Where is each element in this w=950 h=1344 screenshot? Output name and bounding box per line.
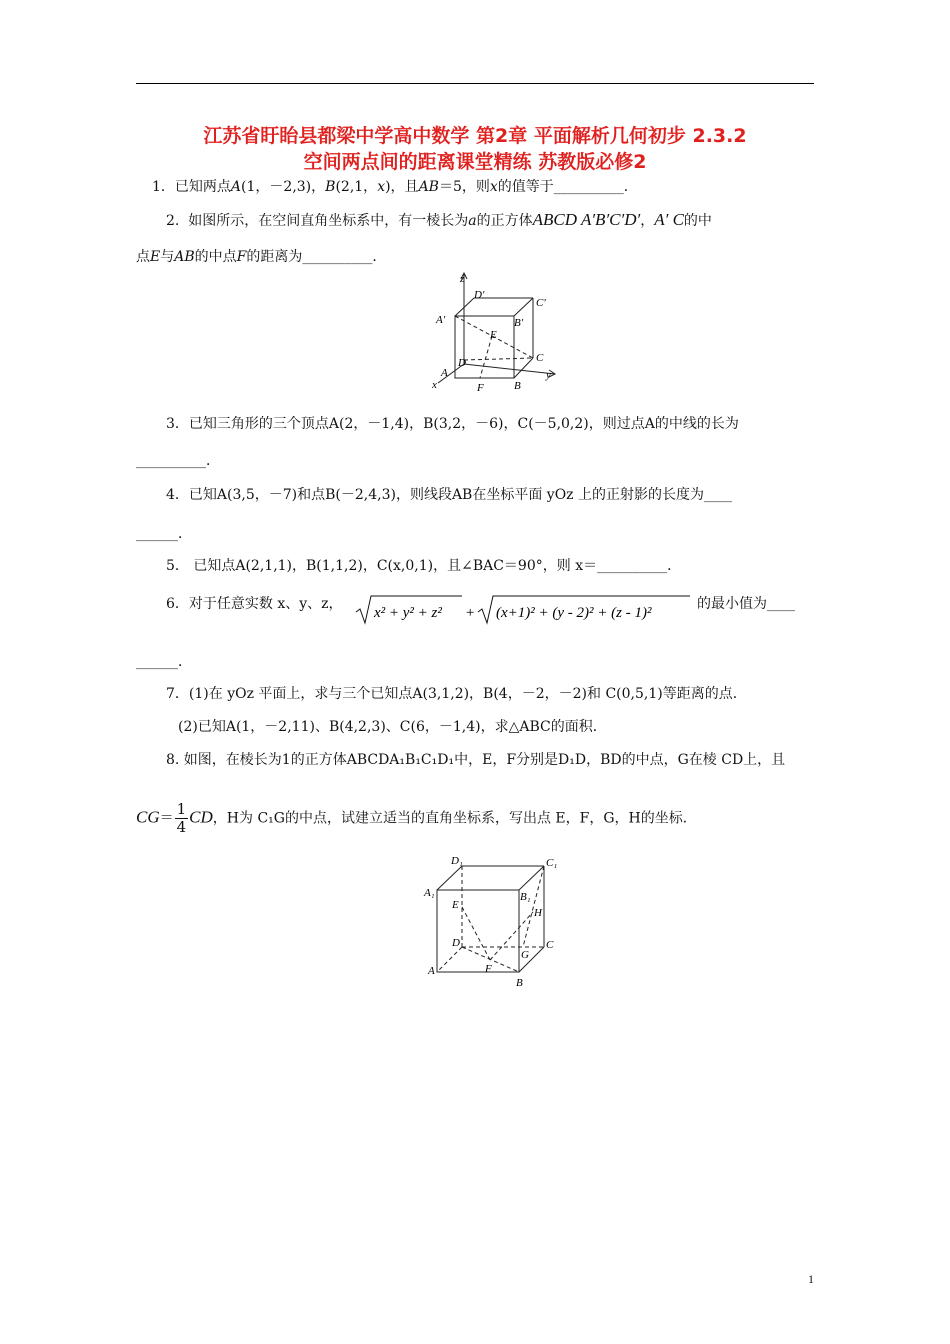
q2-cube-name: ABCD A′B′C′D′ (532, 210, 641, 229)
label-c: C (546, 939, 554, 951)
q8-text: ，H为 C₁G的中点，试建立适当的直角坐标系，写出点 E，F，G，H的坐标． (212, 810, 697, 827)
q2-text2: 的正方体 (476, 213, 533, 229)
label-f: F (485, 963, 492, 975)
cube-figure-1 (420, 268, 570, 396)
q2-text4: 点 (136, 249, 150, 265)
label-c1: C₁ (546, 857, 558, 869)
axis-x-label: x (432, 379, 437, 391)
q2-text5: 与 (160, 249, 175, 265)
q2-segment: A′ C (654, 210, 684, 229)
label-d1: D₁ (451, 855, 463, 867)
q2-point-e: E (150, 249, 161, 265)
question-7-part2: (2)已知A(1，－2,11)、B(4,2,3)、C(6，－1,4)，求△ABC的面积． (178, 719, 607, 735)
label-b: B (514, 380, 521, 392)
question-4-line1: 4．已知A(3,5，－7)和点B(－2,4,3)，则线段AB在坐标平面 yOz 上的正射影的长度为____ (166, 487, 733, 503)
q2-text6: 的中点 (194, 249, 237, 265)
label-h: H (534, 907, 542, 919)
q2-text: 如图所示，在空间直角坐标系中，有一棱长为 (188, 213, 469, 229)
label-c-prime: C′ (536, 297, 546, 309)
label-a: A (428, 965, 435, 977)
label-a-prime: A′ (436, 314, 446, 326)
q2-text3: 的中 (683, 213, 712, 229)
q2-number: 2. (166, 213, 180, 229)
q8-fraction-denominator: 4 (176, 818, 187, 836)
q6-plus: + (465, 605, 476, 621)
question-6-blank: 的最小值为____ (697, 596, 795, 612)
question-5: 5． 已知点A(2,1,1)，B(1,1,2)，C(x,0,1)，且∠BAC＝90°，则 x＝__________． (166, 558, 682, 574)
question-3-line1: 3．已知三角形的三个顶点A(2，－1,4)，B(3,2，－6)，C(－5,0,2)，则过点A的中线的长为 (166, 416, 739, 432)
page-title-line2: 空间两点间的距离课堂精练 苏教版必修2 (303, 151, 647, 173)
label-e: E (490, 329, 497, 341)
question-6-expression (354, 592, 694, 628)
question-2-line2 (136, 248, 386, 266)
q1-var-x2: x (489, 179, 498, 195)
question-7-part1: 7．(1)在 yOz 平面上，求与三个已知点A(3,1,2)，B(4，－2，－2)和 C(0,5,1)等距离的点． (166, 686, 747, 702)
q8-fraction (175, 801, 189, 836)
label-d-prime: D′ (474, 289, 485, 301)
page-number: 1 (808, 1272, 814, 1286)
cube-figure-2 (422, 852, 572, 992)
label-d: D (458, 357, 466, 369)
q8-fraction-numerator: 1 (176, 800, 187, 818)
q1-coords-b: (2,1， (335, 179, 378, 195)
page-title-line1: 江苏省盱眙县都梁中学高中数学 第2章 平面解析几何初步 2.3.2 (203, 125, 747, 147)
question-1 (152, 178, 638, 196)
q8-segment-cg: CG (136, 807, 160, 827)
q8-segment-cd: CD (189, 807, 213, 827)
question-8-line1: 8. 如图，在棱长为1的正方体ABCDA₁B₁C₁D₁中，E，F分别是D₁D，BD的中点，G在棱 CD上，且 (166, 752, 786, 768)
q2-point-f: F (236, 249, 247, 265)
axis-y-label: y (546, 369, 551, 381)
q1-coords-a: (1，－2,3)， (241, 179, 326, 195)
label-g: G (521, 949, 529, 961)
question-8-line2 (136, 801, 697, 836)
label-b1: B₁ (520, 891, 531, 903)
label-d: D (452, 937, 460, 949)
q1-text: 已知两点 (174, 179, 231, 195)
header-rule (136, 83, 814, 84)
q2-segment-ab: AB (174, 249, 195, 265)
q6-radicand-1: x² + y² + z² (374, 605, 442, 621)
q8-equals: ＝ (159, 810, 174, 827)
q1-point-a: A (230, 179, 242, 195)
q1-text2: )，且 (385, 179, 419, 195)
label-b: B (516, 977, 523, 989)
q1-text3: ＝5，则 (438, 179, 490, 195)
question-3-line2: __________． (136, 453, 220, 469)
q1-answer-blank: 的值等于__________． (497, 179, 638, 195)
label-e: E (452, 899, 459, 911)
q1-number: 1． (152, 179, 175, 195)
question-2-line1 (166, 211, 712, 230)
question-6-text: 6．对于任意实数 x、y、z， (166, 596, 343, 612)
q2-edge-a: a (468, 213, 477, 229)
q1-point-b: B (325, 179, 336, 195)
label-f: F (477, 382, 484, 394)
q1-segment-ab: AB (418, 179, 439, 195)
question-6-line2: ______． (136, 654, 192, 670)
q6-radicand-2: (x+1)² + (y - 2)² + (z - 1)² (496, 605, 652, 621)
axis-z-label: z (460, 273, 465, 285)
q2-answer-blank: 的距离为__________． (246, 249, 387, 265)
q2-comma: ， (640, 213, 655, 229)
question-4-line2: ______． (136, 526, 192, 542)
q1-var-x: x (377, 179, 386, 195)
label-a1: A₁ (424, 887, 435, 899)
label-a: A (441, 367, 448, 379)
label-c: C (536, 352, 544, 364)
label-b-prime: B′ (514, 317, 524, 329)
